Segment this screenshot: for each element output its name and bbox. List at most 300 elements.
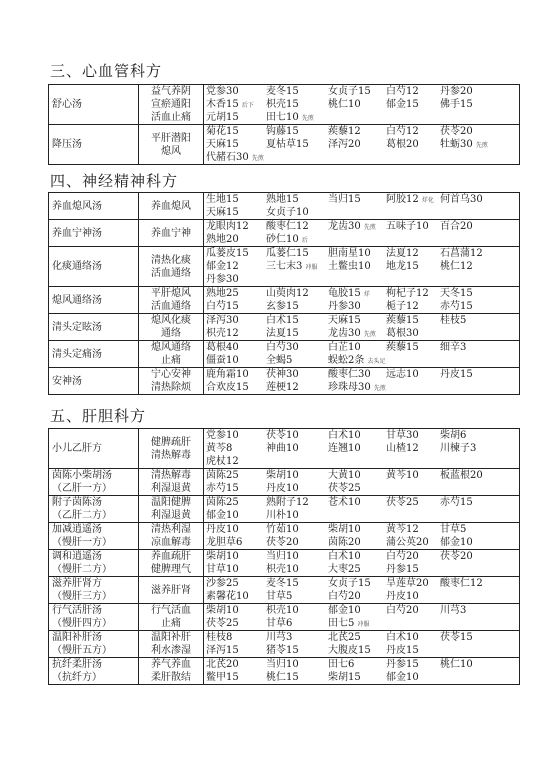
- table-row: [49, 469, 520, 496]
- herb-item: 天麻15: [328, 315, 361, 326]
- formula-name: [49, 523, 139, 550]
- herb-item: 郁金12: [206, 261, 239, 272]
- herb-item: [438, 381, 496, 394]
- herb-item: 珍珠母30 先煎: [328, 382, 386, 393]
- herb-item: [496, 550, 548, 563]
- effect-line: 活血止痛: [151, 112, 191, 123]
- herb-item: [496, 98, 548, 111]
- herb-item: 旱莲草20: [386, 578, 429, 589]
- herb-item: 代赭石30 先煎: [206, 152, 264, 163]
- formula-name-line: （慢肝二方）: [52, 564, 112, 575]
- effect-line: 熄风化痰: [151, 315, 191, 326]
- formula-name: [49, 631, 139, 658]
- herb-list: [204, 287, 520, 314]
- herb-item: 党参10: [206, 430, 239, 441]
- prep-note: 冲服: [305, 264, 318, 271]
- herb-item: [438, 509, 496, 522]
- herb-list: [204, 125, 520, 165]
- effect-line: 宁心安神: [151, 369, 191, 380]
- herb-item: 当归15: [328, 194, 361, 205]
- formula-name-line: 化痰通络汤: [52, 261, 102, 272]
- herb-item: [496, 327, 548, 340]
- herb-item: [496, 429, 548, 442]
- herb-item: 白芷10: [328, 342, 361, 353]
- herb-item: 茵陈20: [328, 537, 361, 548]
- herb-item: 佛手15: [440, 99, 473, 110]
- herb-item: 桃仁10: [328, 99, 361, 110]
- herb-item: 远志10: [386, 369, 419, 380]
- herb-item: 当归10: [266, 659, 299, 670]
- herb-item: [326, 455, 384, 468]
- herb-item: 赤芍15: [440, 301, 473, 312]
- formula-effect: [139, 125, 204, 165]
- herb-item: [326, 233, 384, 246]
- formula-effect: [139, 287, 204, 314]
- herb-item: 酸枣仁30: [328, 369, 371, 380]
- table-hepatobiliary: [48, 428, 520, 685]
- herb-item: [496, 247, 548, 260]
- herb-item: [438, 327, 496, 340]
- prep-note: 烊: [363, 291, 370, 298]
- formula-effect: [139, 368, 204, 395]
- herb-item: 丹参15: [386, 659, 419, 670]
- herb-item: [384, 273, 438, 286]
- herb-item: 甘草10: [206, 564, 239, 575]
- prep-note: 先煎: [301, 115, 314, 122]
- herb-item: 柴胡10: [206, 605, 239, 616]
- herb-item: 蒺藜15: [386, 315, 419, 326]
- herb-list: [204, 85, 520, 125]
- herb-item: 合欢皮15: [206, 382, 249, 393]
- herb-item: 黄芩12: [386, 524, 419, 535]
- formula-effect: [139, 429, 204, 469]
- herb-item: 熟地15: [266, 194, 299, 205]
- herb-item: 全蝎5: [266, 355, 293, 366]
- herb-item: [384, 151, 438, 164]
- herb-item: 茯苓10: [266, 430, 299, 441]
- herb-item: [496, 151, 548, 164]
- formula-name-line: 行气活肝汤: [52, 605, 102, 616]
- effect-line: 健脾疏肝: [151, 436, 191, 448]
- herb-item: [496, 111, 548, 124]
- herb-item: [326, 509, 384, 522]
- herb-item: 女贞子10: [266, 207, 309, 218]
- effect-line: 养气养血: [151, 659, 191, 670]
- effect-line: 平肝熄风: [151, 288, 191, 299]
- effect-line: 利湿退黄: [151, 510, 191, 521]
- herb-item: [438, 354, 496, 367]
- formula-effect: [139, 220, 204, 247]
- table-row: [49, 287, 520, 314]
- effect-line: 健脾理气: [151, 564, 191, 575]
- herb-item: 龟胶15 烊: [328, 288, 370, 299]
- herb-item: 川芎3: [440, 605, 467, 616]
- herb-item: 山楂12: [386, 443, 419, 454]
- herb-item: 茯苓20: [440, 551, 473, 562]
- herb-list: [204, 247, 520, 287]
- herb-item: 蒲公英20: [386, 537, 429, 548]
- table-row: [49, 550, 520, 577]
- prep-note: 先煎: [251, 155, 264, 162]
- herb-item: [384, 617, 438, 630]
- herb-item: [438, 563, 496, 576]
- herb-item: 白芍12: [386, 86, 419, 97]
- herb-item: 茵陈25: [206, 497, 239, 508]
- effect-line: 清热解毒: [151, 449, 191, 461]
- herb-item: 大腹皮15: [328, 645, 371, 656]
- prep-note: 后下: [241, 102, 254, 109]
- effect-line: 温阳补肝: [151, 632, 191, 643]
- formula-name: [49, 604, 139, 631]
- herb-item: 木香15 后下: [206, 99, 254, 110]
- formula-name-line: 舒心汤: [52, 99, 82, 110]
- herb-list: [204, 658, 520, 685]
- herb-item: 苍术10: [328, 497, 361, 508]
- table-row: [49, 341, 520, 368]
- herb-item: [384, 111, 438, 124]
- herb-item: [264, 455, 326, 468]
- herb-item: [438, 206, 496, 219]
- table-row: [49, 220, 520, 247]
- herb-item: 甘草30: [386, 430, 419, 441]
- herb-item: 三七末3 冲服: [266, 261, 318, 272]
- herb-item: 枳壳15: [266, 99, 299, 110]
- formula-name-line: 抗纤柔肝汤: [52, 659, 102, 670]
- herb-item: [496, 354, 548, 367]
- formula-effect: [139, 314, 204, 341]
- formula-name-line: （慢肝一方）: [52, 537, 112, 548]
- herb-item: [438, 455, 496, 468]
- herb-item: 素馨花10: [206, 591, 249, 602]
- herb-item: 桂枝8: [206, 632, 233, 643]
- formula-name-line: （抗纤方）: [52, 672, 102, 683]
- herb-list: [204, 631, 520, 658]
- herb-item: 甘草6: [266, 618, 293, 629]
- herb-item: 枸杞子12: [386, 288, 429, 299]
- herb-item: 丹皮10: [206, 524, 239, 535]
- herb-list: [204, 429, 520, 469]
- table-row: [49, 523, 520, 550]
- formula-name: [49, 287, 139, 314]
- herb-item: [496, 125, 548, 138]
- effect-line: 止痛: [161, 355, 181, 366]
- prep-note: 冲服: [357, 621, 370, 628]
- herb-item: 瓜蒌仁15: [266, 248, 309, 259]
- formula-name-line: 调和逍遥汤: [52, 551, 102, 562]
- herb-item: 虎杖12: [206, 456, 239, 467]
- table-row: [49, 631, 520, 658]
- herb-item: 桂枝5: [440, 315, 467, 326]
- prep-note: 先煎: [373, 385, 386, 392]
- herb-item: [496, 509, 548, 522]
- herb-item: 玄参15: [266, 301, 299, 312]
- herb-item: [496, 381, 548, 394]
- herb-item: 葛根40: [206, 342, 239, 353]
- section-title-cardiovascular: 三、心血管科方: [50, 62, 163, 80]
- formula-name-line: 清头定痛汤: [52, 348, 102, 360]
- section-title-hepatobiliary: 五、肝胆科方: [50, 407, 147, 425]
- herb-item: 天冬15: [440, 288, 473, 299]
- herb-item: 茯苓20: [440, 126, 473, 137]
- herb-item: 柴胡6: [440, 430, 467, 441]
- formula-name-line: 小儿乙肝方: [52, 443, 102, 454]
- table-row: [49, 658, 520, 685]
- herb-item: 白术15: [266, 315, 299, 326]
- table-row: [49, 85, 520, 125]
- formula-name: [49, 125, 139, 165]
- herb-item: 元胡15: [206, 112, 239, 123]
- effect-line: 活血通络: [151, 301, 191, 312]
- herb-item: 鹿角霜10: [206, 369, 249, 380]
- formula-effect: [139, 658, 204, 685]
- herb-item: 百合20: [440, 221, 473, 232]
- herb-item: 枳壳10: [266, 564, 299, 575]
- herb-item: 丹皮10: [266, 483, 299, 494]
- herb-item: 牡蛎30 先煎: [440, 139, 488, 150]
- herb-item: [496, 260, 548, 273]
- herb-item: 沙参25: [206, 578, 239, 589]
- herb-item: 北芪25: [328, 632, 361, 643]
- herb-item: [496, 604, 548, 617]
- effect-line: 熄风: [161, 145, 181, 157]
- effect-line: 活血通络: [151, 267, 191, 279]
- formula-effect: [139, 604, 204, 631]
- herb-item: 细辛3: [440, 342, 467, 353]
- formula-effect: [139, 631, 204, 658]
- effect-line: 养血熄风: [151, 200, 191, 212]
- effect-line: 柔肝散结: [151, 672, 191, 683]
- table-row: [49, 496, 520, 523]
- herb-item: 何首乌30: [440, 194, 483, 205]
- herb-list: [204, 523, 520, 550]
- effect-line: 凉血解毒: [151, 537, 191, 548]
- herb-item: 田七5 冲服: [328, 618, 370, 629]
- herb-item: 田七6: [328, 659, 355, 670]
- table-cardiovascular: [48, 84, 520, 165]
- table-neuro-psych: [48, 192, 520, 395]
- herb-item: [496, 563, 548, 576]
- herb-item: 茯苓15: [440, 632, 473, 643]
- formula-name: [49, 577, 139, 604]
- herb-list: [204, 496, 520, 523]
- herb-item: 当归10: [266, 551, 299, 562]
- herb-item: [496, 314, 548, 327]
- effect-line: 清热利湿: [151, 524, 191, 535]
- herb-item: 茯苓20: [266, 537, 299, 548]
- formula-name: [49, 193, 139, 220]
- herb-item: 酸枣仁12: [440, 578, 483, 589]
- herb-item: 天麻15: [206, 139, 239, 150]
- herb-item: 白术10: [328, 430, 361, 441]
- herb-item: 蒺藜15: [386, 342, 419, 353]
- herb-item: [438, 644, 496, 657]
- herb-item: 柴胡15: [328, 672, 361, 683]
- prep-note: 烊化: [421, 197, 434, 204]
- prep-note: 先煎: [363, 331, 376, 338]
- herb-item: [438, 482, 496, 495]
- herb-item: 田七10 先煎: [266, 112, 314, 123]
- formula-name: [49, 550, 139, 577]
- herb-item: [384, 381, 438, 394]
- formula-effect: [139, 577, 204, 604]
- table-row: [49, 193, 520, 220]
- herb-item: 桃仁12: [440, 261, 473, 272]
- herb-item: 茵陈25: [206, 470, 239, 481]
- herb-item: [496, 273, 548, 286]
- herb-item: [496, 341, 548, 354]
- formula-effect: [139, 523, 204, 550]
- herb-item: 赤芍15: [440, 497, 473, 508]
- herb-item: [496, 85, 548, 98]
- formula-name: [49, 658, 139, 685]
- herb-item: 丹参15: [386, 564, 419, 575]
- herb-item: [438, 671, 496, 684]
- herb-item: 栀子12: [386, 301, 419, 312]
- herb-item: 泽泻20: [328, 139, 361, 150]
- herb-item: 柴胡10: [206, 551, 239, 562]
- effect-line: 止痛: [161, 618, 181, 629]
- table-row: [49, 247, 520, 287]
- herb-item: 天麻15: [206, 207, 239, 218]
- herb-item: 丹皮15: [386, 645, 419, 656]
- herb-item: [496, 482, 548, 495]
- herb-item: 熟地20: [206, 234, 239, 245]
- formula-name: [49, 85, 139, 125]
- herb-item: 葛根30: [386, 328, 419, 339]
- herb-item: 莲梗12: [266, 382, 299, 393]
- formula-name-line: 滋养肝肾方: [52, 578, 102, 589]
- herb-item: 郁金10: [386, 672, 419, 683]
- formula-name: [49, 314, 139, 341]
- herb-item: 茯苓25: [206, 618, 239, 629]
- herb-item: 白芍30: [266, 342, 299, 353]
- herb-item: 葛根20: [386, 139, 419, 150]
- herb-item: 蒺藜12: [328, 126, 361, 137]
- herb-item: 黄芩10: [386, 470, 419, 481]
- herb-item: [496, 644, 548, 657]
- herb-item: 熟附子12: [266, 497, 309, 508]
- herb-item: 白芍20: [328, 591, 361, 602]
- herb-item: [384, 354, 438, 367]
- herb-item: 板蓝根20: [440, 470, 483, 481]
- formula-name-line: 清头定眩汤: [52, 321, 102, 333]
- herb-item: [496, 523, 548, 536]
- herb-item: [496, 233, 548, 246]
- herb-item: 土鳖虫10: [328, 261, 371, 272]
- herb-item: 龙胆草6: [206, 537, 243, 548]
- herb-item: [496, 300, 548, 313]
- herb-item: 黄芩8: [206, 443, 233, 454]
- herb-item: [438, 590, 496, 603]
- formula-name-line: 温阳补肝汤: [52, 632, 102, 643]
- herb-item: 龙眼肉12: [206, 221, 249, 232]
- herb-item: 白芍20: [386, 551, 419, 562]
- herb-item: [438, 111, 496, 124]
- herb-item: 党参30: [206, 86, 239, 97]
- herb-item: 白术10: [386, 632, 419, 643]
- formula-name-line: 养血宁神汤: [52, 227, 102, 239]
- herb-item: 阿胶12 烊化: [386, 194, 434, 205]
- formula-effect: [139, 247, 204, 287]
- herb-item: [384, 206, 438, 219]
- herb-item: [326, 273, 384, 286]
- effect-line: 养血疏肝: [151, 551, 191, 562]
- herb-item: [496, 590, 548, 603]
- table-row: [49, 368, 520, 395]
- herb-item: 大黄10: [328, 470, 361, 481]
- effect-line: 清热化痰: [151, 254, 191, 266]
- herb-item: 胆南星10: [328, 248, 371, 259]
- herb-item: [384, 482, 438, 495]
- herb-item: 法夏15: [266, 328, 299, 339]
- herb-item: [496, 631, 548, 644]
- effect-line: 熄风通络: [151, 342, 191, 353]
- herb-item: 僵蚕10: [206, 355, 239, 366]
- herb-item: 白芍20: [386, 605, 419, 616]
- herb-item: 丹参20: [440, 86, 473, 97]
- herb-item: [496, 496, 548, 509]
- herb-list: [204, 469, 520, 496]
- herb-item: 菊花15: [206, 126, 239, 137]
- herb-item: 枳壳12: [206, 328, 239, 339]
- herb-item: 柴胡10: [328, 524, 361, 535]
- herb-item: 五味子10: [386, 221, 429, 232]
- formula-name: [49, 469, 139, 496]
- effect-line: 温阳健脾: [151, 497, 191, 508]
- herb-item: 法夏12: [386, 248, 419, 259]
- herb-item: 丹参30: [328, 301, 361, 312]
- herb-item: 泽泻15: [206, 645, 239, 656]
- herb-item: [384, 233, 438, 246]
- herb-item: 柴胡10: [266, 470, 299, 481]
- table-row: [49, 604, 520, 631]
- formula-effect: [139, 341, 204, 368]
- effect-line: 清热解毒: [151, 470, 191, 481]
- effect-line: 益气养阴: [151, 86, 191, 97]
- formula-name: [49, 368, 139, 395]
- formula-name-line: 安神汤: [52, 375, 82, 387]
- herb-item: [496, 455, 548, 468]
- herb-list: [204, 604, 520, 631]
- herb-item: 瓜蒌皮15: [206, 248, 249, 259]
- table-row: [49, 429, 520, 469]
- herb-item: [264, 273, 326, 286]
- herb-item: 丹参30: [206, 274, 239, 285]
- herb-item: 山萸肉12: [266, 288, 309, 299]
- formula-name: [49, 496, 139, 523]
- herb-item: 白术10: [328, 551, 361, 562]
- prep-note: 先煎: [363, 224, 376, 231]
- formula-name: [49, 220, 139, 247]
- herb-item: [496, 658, 548, 671]
- formula-name: [49, 247, 139, 287]
- formula-name: [49, 429, 139, 469]
- formula-effect: [139, 550, 204, 577]
- herb-item: 神曲10: [266, 443, 299, 454]
- herb-item: [496, 368, 548, 381]
- herb-item: [496, 469, 548, 482]
- effect-line: 养血宁神: [151, 227, 191, 239]
- formula-name: [49, 341, 139, 368]
- herb-item: 竹茹10: [266, 524, 299, 535]
- herb-item: [496, 617, 548, 630]
- herb-list: [204, 550, 520, 577]
- herb-list: [204, 577, 520, 604]
- herb-item: 龙齿30 先煎: [328, 328, 376, 339]
- herb-item: 砂仁10 后: [266, 234, 308, 245]
- herb-item: 地龙15: [386, 261, 419, 272]
- herb-item: 甘草5: [440, 524, 467, 535]
